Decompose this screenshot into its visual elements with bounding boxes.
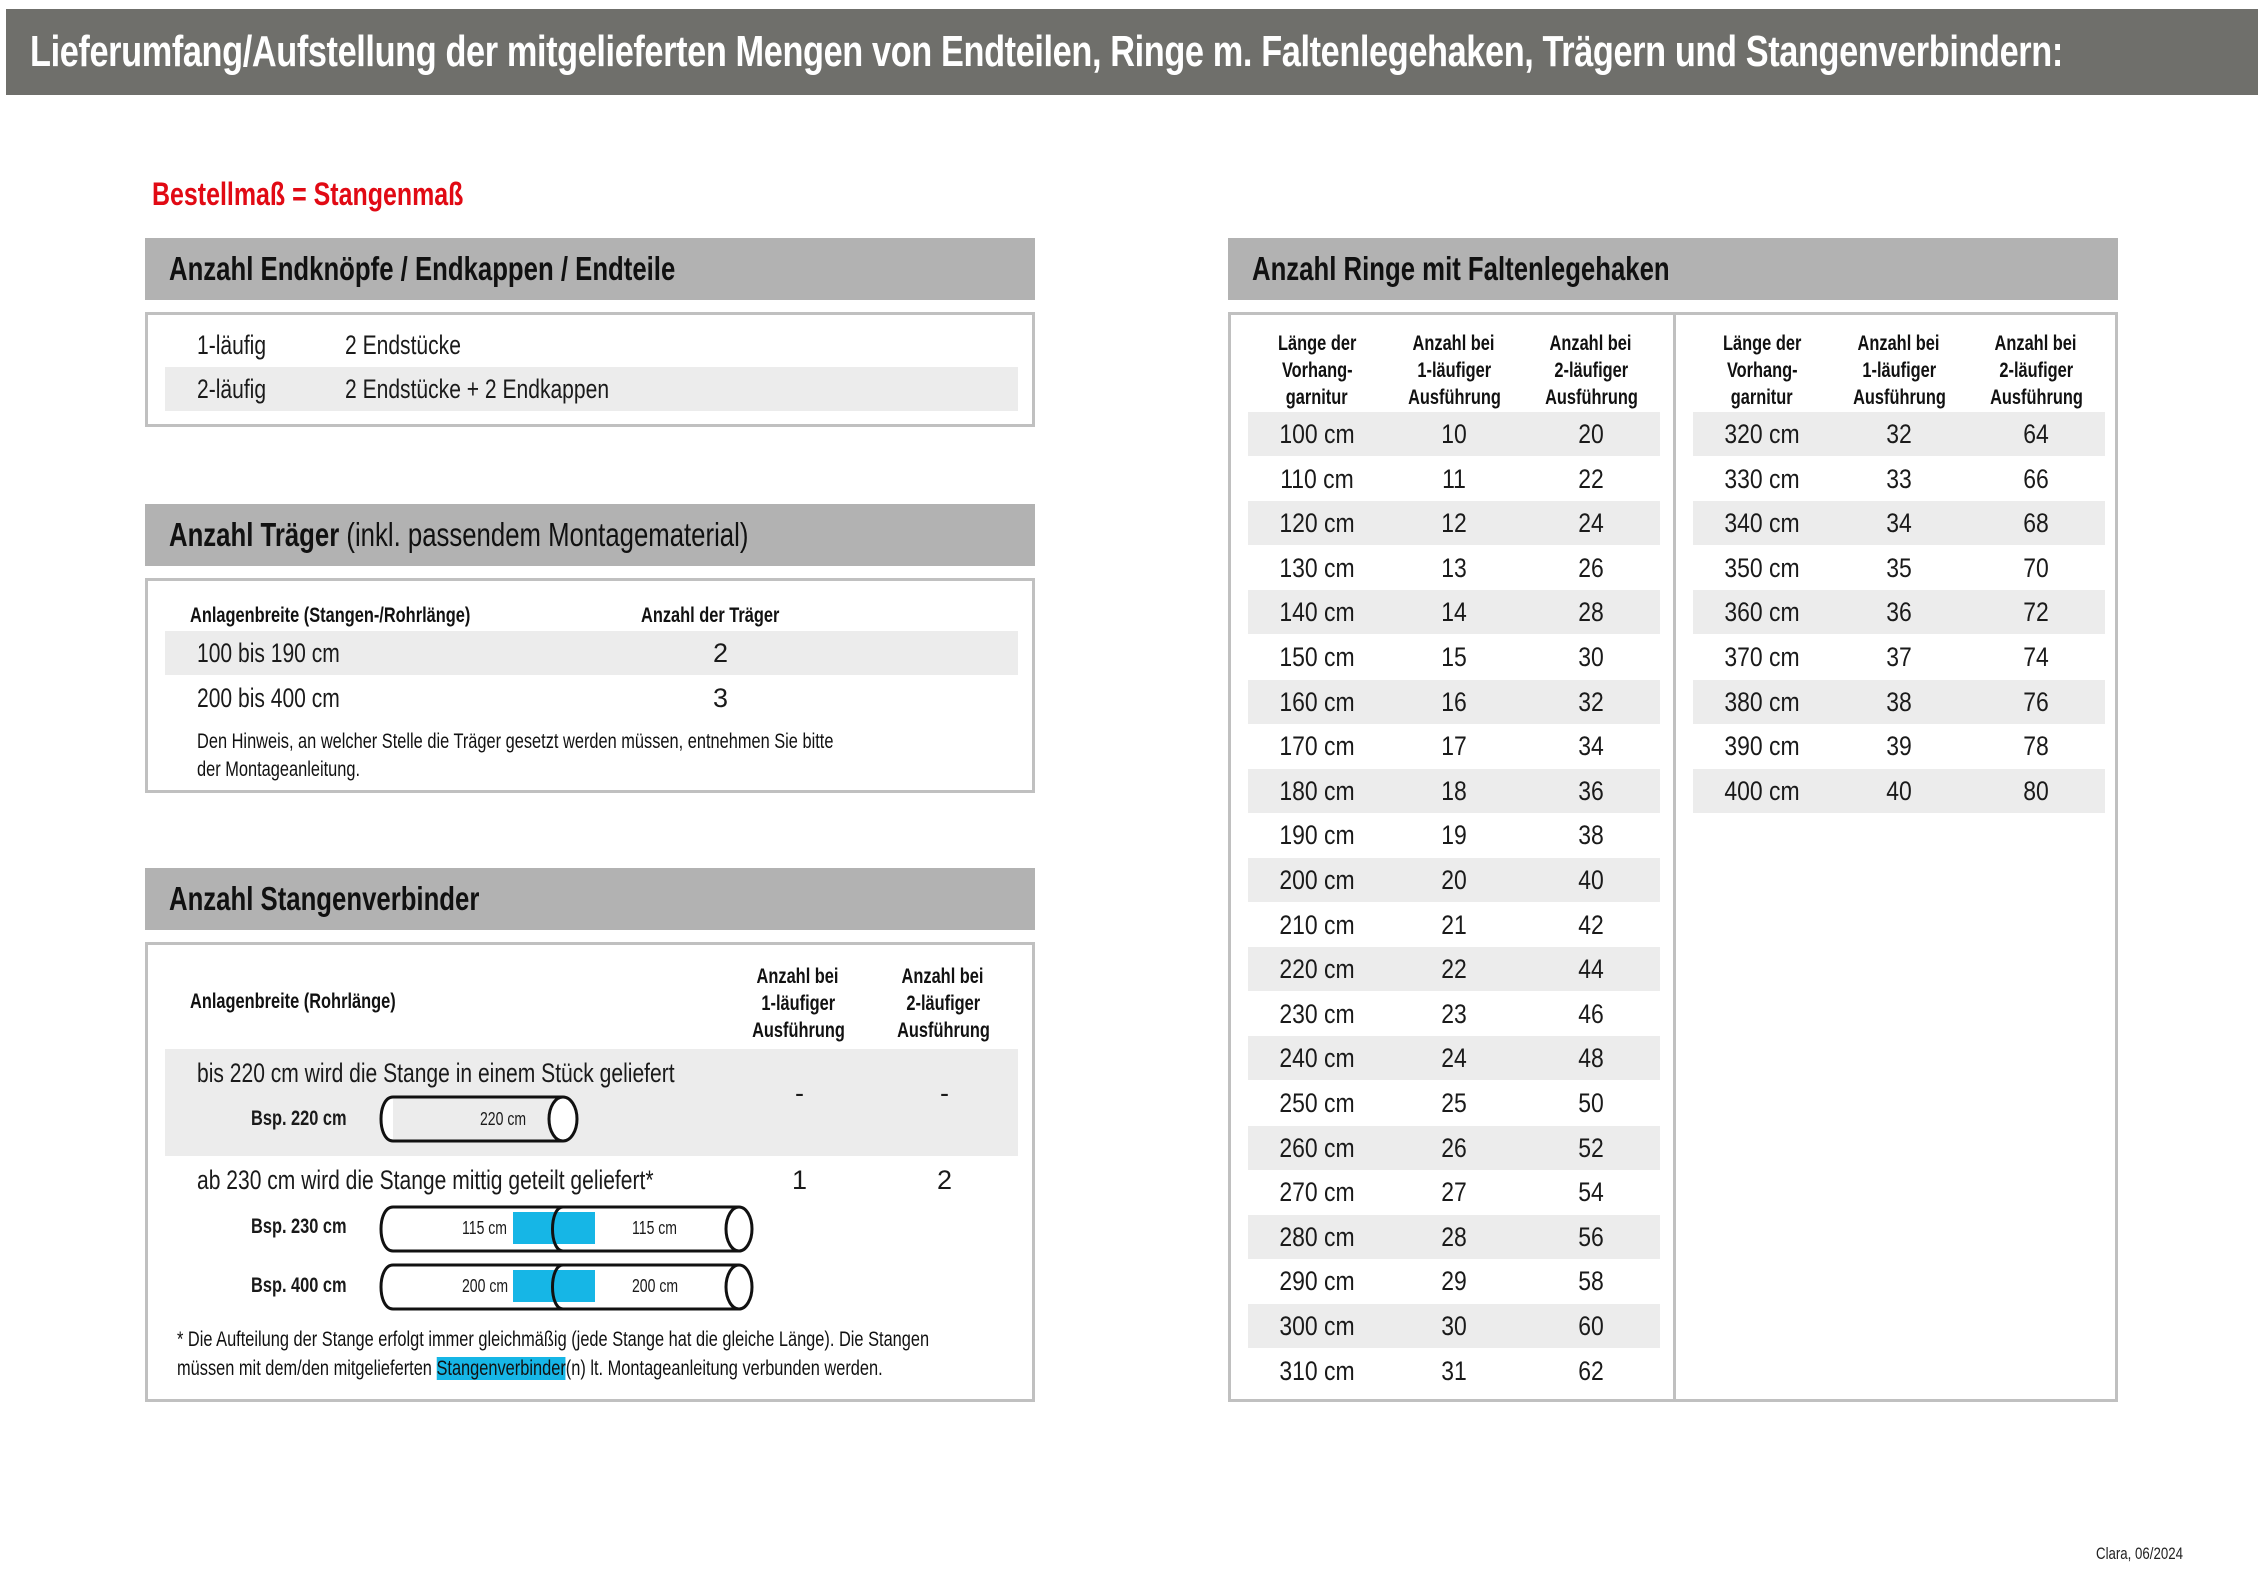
- header-line: garnitur: [1731, 386, 1793, 409]
- verbinder-split-text: ab 230 cm wird die Stange mittig geteilt geliefert*: [197, 1165, 654, 1195]
- ringe-length: 300 cm: [1279, 1311, 1355, 1341]
- ringe-row: [1248, 724, 1660, 768]
- ringe-count-1: 36: [1886, 597, 1912, 628]
- ringe-count-2: 40: [1578, 865, 1604, 895]
- ringe-length: 320 cm: [1724, 419, 1800, 449]
- ringe-count-2: 68: [2023, 508, 2049, 539]
- ringe-count-1: 26: [1441, 1132, 1467, 1163]
- traeger-box: [145, 578, 1035, 793]
- example-label: Bsp. 230 cm: [251, 1215, 347, 1238]
- ringe-length: 130 cm: [1279, 552, 1355, 583]
- ringe-row: [1248, 858, 1660, 902]
- ringe-count-1: 13: [1441, 552, 1467, 583]
- ringe-row: [1248, 1081, 1660, 1125]
- ringe-count-1: 21: [1441, 909, 1467, 940]
- header-line: Anzahl bei: [757, 965, 839, 988]
- ringe-length: 280 cm: [1279, 1221, 1355, 1252]
- header-line: Anzahl bei: [1995, 332, 2077, 355]
- verbinder-single-text: bis 220 cm wird die Stange in einem Stück geliefert: [197, 1058, 675, 1088]
- ringe-count-2: 54: [1578, 1177, 1604, 1208]
- header-line: Ausführung: [1407, 386, 1501, 409]
- page-title: Lieferumfang/Aufstellung der mitgelieferten Mengen von Endteilen, Ringe m. Faltenlegehaken, Trägern und Stangenverbindern:: [30, 27, 2063, 76]
- ringe-row: [1248, 1215, 1660, 1259]
- ringe-count-1: 30: [1441, 1311, 1467, 1341]
- ringe-length: 250 cm: [1279, 1088, 1355, 1118]
- ringe-count-2: 60: [1578, 1311, 1604, 1341]
- ringe-length: 270 cm: [1279, 1177, 1355, 1208]
- traeger-heading: [169, 516, 748, 554]
- header-line: Länge der: [1277, 332, 1357, 355]
- ringe-col-1-header: [1831, 330, 1967, 411]
- traeger-note-line: der Montageanleitung.: [197, 758, 361, 781]
- rod-left-label: 200 cm: [462, 1276, 509, 1296]
- ringe-count-1: 39: [1886, 731, 1912, 762]
- ringe-length: 210 cm: [1279, 909, 1355, 940]
- ringe-heading: Anzahl Ringe mit Faltenlegehaken: [1252, 250, 1670, 287]
- ringe-row: [1248, 813, 1660, 857]
- ringe-count-2: 48: [1578, 1043, 1604, 1074]
- ringe-length: 330 cm: [1724, 463, 1800, 494]
- traeger-col-width-header: Anlagenbreite (Stangen-/Rohrlänge): [190, 604, 471, 627]
- ringe-length: 390 cm: [1724, 731, 1800, 762]
- ringe-count-2: 22: [1578, 463, 1604, 494]
- ringe-count-1: 16: [1441, 686, 1467, 717]
- ringe-row: [1248, 546, 1660, 590]
- endteile-row: [165, 323, 1018, 367]
- ringe-row: [1248, 1304, 1660, 1348]
- rod-split-icon: [373, 1262, 758, 1312]
- footnote-line: [177, 1354, 883, 1383]
- ringe-count-1: 22: [1441, 954, 1467, 985]
- ringe-length: 240 cm: [1279, 1043, 1355, 1074]
- verbinder-split-v2: 2: [937, 1165, 953, 1195]
- ringe-count-2: 24: [1578, 508, 1604, 539]
- ringe-row: [1693, 635, 2105, 679]
- ringe-length: 190 cm: [1279, 820, 1355, 851]
- ringe-length: 350 cm: [1724, 552, 1800, 583]
- footnote-highlight: Stangenverbinder: [436, 1357, 566, 1380]
- header-line: 1-läufiger: [1862, 359, 1936, 382]
- ringe-row: [1248, 635, 1660, 679]
- ringe-count-2: 70: [2023, 552, 2049, 583]
- rod-left-label: 115 cm: [462, 1218, 508, 1238]
- example-label: Bsp. 220 cm: [251, 1107, 347, 1130]
- ringe-count-1: 31: [1441, 1355, 1467, 1386]
- traeger-heading-bold: Anzahl Träger: [169, 516, 340, 553]
- ringe-row: [1693, 724, 2105, 768]
- ringe-length: 400 cm: [1724, 775, 1800, 806]
- ringe-count-1: 32: [1886, 419, 1912, 449]
- endteile-value: 2 Endstücke + 2 Endkappen: [345, 374, 610, 404]
- header-line: Ausführung: [1544, 386, 1638, 409]
- rod-label: 220 cm: [480, 1109, 527, 1129]
- ringe-row: [1693, 501, 2105, 545]
- footnote-line: * Die Aufteilung der Stange erfolgt immer gleichmäßig (jede Stange hat die gleiche Länge). Die Stangen: [177, 1328, 930, 1351]
- endteile-type: 2-läufig: [197, 374, 267, 404]
- example-label: Bsp. 400 cm: [251, 1274, 347, 1297]
- ringe-count-2: 34: [1578, 731, 1604, 762]
- ringe-row: [1693, 590, 2105, 634]
- endteile-value: 2 Endstücke: [345, 330, 461, 360]
- header-line: Vorhang-: [1726, 359, 1798, 382]
- ringe-count-2: 52: [1578, 1132, 1604, 1163]
- ringe-count-1: 12: [1441, 508, 1467, 539]
- ringe-row: [1248, 1036, 1660, 1080]
- traeger-note: [197, 728, 1013, 784]
- ringe-table-right: [1693, 315, 2105, 1399]
- ringe-count-1: 24: [1441, 1043, 1467, 1074]
- traeger-range: 100 bis 190 cm: [197, 638, 340, 668]
- ringe-count-1: 19: [1441, 820, 1467, 851]
- ringe-length: 260 cm: [1279, 1132, 1355, 1163]
- ringe-count-2: 64: [2023, 419, 2049, 449]
- endteile-heading: Anzahl Endknöpfe / Endkappen / Endteile: [169, 250, 676, 287]
- footnote-text: müssen mit dem/den mitgelieferten: [177, 1357, 437, 1380]
- endteile-box: [145, 312, 1035, 427]
- ringe-count-2: 20: [1578, 419, 1604, 449]
- ringe-count-1: 23: [1441, 998, 1467, 1029]
- ringe-row: [1248, 769, 1660, 813]
- rod-right-label: 200 cm: [632, 1276, 679, 1296]
- ringe-length: 340 cm: [1724, 508, 1800, 539]
- ringe-row: [1248, 903, 1660, 947]
- ringe-count-1: 18: [1441, 775, 1467, 806]
- traeger-col-count-header: Anzahl der Träger: [641, 604, 780, 627]
- traeger-section-header: [145, 504, 1035, 566]
- ringe-length: 100 cm: [1279, 419, 1355, 449]
- header-line: 2-läufiger: [1999, 359, 2073, 382]
- ringe-col-2-header: [1967, 330, 2105, 411]
- ringe-row: [1248, 1126, 1660, 1170]
- ringe-length: 120 cm: [1279, 508, 1355, 539]
- ringe-length: 110 cm: [1280, 463, 1354, 494]
- header-line: garnitur: [1286, 386, 1348, 409]
- header-line: Ausführung: [1989, 386, 2083, 409]
- ringe-count-1: 27: [1441, 1177, 1467, 1208]
- ringe-count-2: 32: [1578, 686, 1604, 717]
- endteile-type: 1-läufig: [197, 330, 267, 360]
- ringe-count-1: 17: [1441, 731, 1467, 762]
- ringe-length: 140 cm: [1279, 597, 1355, 628]
- verbinder-box: [145, 942, 1035, 1402]
- ringe-row: [1693, 680, 2105, 724]
- ringe-row: [1248, 1349, 1660, 1393]
- ringe-section-header: [1228, 238, 2118, 300]
- verbinder-single-v1: -: [795, 1078, 804, 1108]
- ringe-row: [1693, 412, 2105, 456]
- ringe-length: 290 cm: [1279, 1266, 1355, 1297]
- endteile-section-header: [145, 238, 1035, 300]
- ringe-col-length-header: [1248, 330, 1386, 411]
- traeger-count: 2: [713, 638, 729, 668]
- ringe-count-2: 44: [1578, 954, 1604, 985]
- ringe-count-2: 42: [1578, 909, 1604, 940]
- ringe-col-1-header: [1386, 330, 1522, 411]
- verbinder-col-width-header: Anlagenbreite (Rohrlänge): [190, 990, 396, 1013]
- ringe-col-2-header: [1522, 330, 1660, 411]
- ringe-count-2: 36: [1578, 775, 1604, 806]
- ringe-length: 220 cm: [1279, 954, 1355, 985]
- header-line: Ausführung: [896, 1019, 990, 1042]
- ringe-count-1: 33: [1886, 463, 1912, 494]
- header-line: Vorhang-: [1281, 359, 1353, 382]
- ringe-count-2: 26: [1578, 552, 1604, 583]
- ringe-length: 310 cm: [1279, 1355, 1355, 1386]
- rod-right-label: 115 cm: [632, 1218, 678, 1238]
- ringe-length: 230 cm: [1279, 998, 1355, 1029]
- traeger-note-line: Den Hinweis, an welcher Stelle die Träger gesetzt werden müssen, entnehmen Sie bitte: [197, 730, 834, 753]
- verbinder-heading: Anzahl Stangenverbinder: [169, 880, 480, 917]
- ringe-count-2: 76: [2023, 686, 2049, 717]
- ringe-row: [1248, 992, 1660, 1036]
- header-line: Anzahl bei: [1550, 332, 1632, 355]
- header-line: Anzahl bei: [902, 965, 984, 988]
- ringe-count-2: 38: [1578, 820, 1604, 851]
- ringe-row: [1248, 457, 1660, 501]
- header-line: 1-läufiger: [1417, 359, 1491, 382]
- ringe-count-2: 50: [1578, 1088, 1604, 1118]
- ringe-length: 170 cm: [1279, 731, 1355, 762]
- header-line: Anzahl bei: [1858, 332, 1940, 355]
- ringe-count-1: 40: [1886, 775, 1912, 806]
- rod-single-icon: [373, 1094, 583, 1144]
- traeger-count: 3: [713, 683, 729, 713]
- ringe-count-2: 66: [2023, 463, 2049, 494]
- header-line: 2-läufiger: [906, 992, 980, 1015]
- ringe-count-1: 35: [1886, 552, 1912, 583]
- header-line: 2-läufiger: [1554, 359, 1628, 382]
- ringe-count-2: 46: [1578, 998, 1604, 1029]
- ringe-count-1: 34: [1886, 508, 1912, 539]
- ringe-count-1: 20: [1441, 865, 1467, 895]
- traeger-row: [165, 676, 1018, 720]
- title-bar: [6, 9, 2258, 95]
- ringe-row: [1693, 769, 2105, 813]
- verbinder-single-v2: -: [940, 1078, 949, 1108]
- ringe-col-length-header: [1693, 330, 1831, 411]
- ringe-count-1: 11: [1442, 463, 1466, 494]
- verbinder-footnote: [177, 1325, 1141, 1383]
- ringe-count-2: 62: [1578, 1355, 1604, 1386]
- traeger-row: [165, 631, 1018, 675]
- ringe-count-2: 30: [1578, 642, 1604, 672]
- order-size-text: Bestellmaß = Stangenmaß: [152, 176, 464, 212]
- traeger-range: 200 bis 400 cm: [197, 683, 340, 713]
- ringe-row: [1248, 501, 1660, 545]
- ringe-count-1: 28: [1441, 1221, 1467, 1252]
- credit-text: Clara, 06/2024: [2096, 1544, 2183, 1563]
- verbinder-section-header: [145, 868, 1035, 930]
- ringe-count-1: 37: [1886, 642, 1912, 672]
- ringe-count-2: 58: [1578, 1266, 1604, 1297]
- ringe-count-2: 72: [2023, 597, 2049, 628]
- ringe-length: 380 cm: [1724, 686, 1800, 717]
- header-line: Ausführung: [751, 1019, 845, 1042]
- endteile-row: [165, 367, 1018, 411]
- ringe-count-1: 14: [1441, 597, 1467, 628]
- verbinder-split-v1: 1: [792, 1165, 808, 1195]
- ringe-table-left: [1248, 315, 1660, 1399]
- ringe-row: [1693, 546, 2105, 590]
- ringe-length: 150 cm: [1279, 642, 1355, 672]
- ringe-count-2: 74: [2023, 642, 2049, 672]
- verbinder-col-1-header: [728, 963, 868, 1044]
- order-size-note: [152, 176, 551, 213]
- ringe-row: [1693, 457, 2105, 501]
- ringe-row: [1248, 947, 1660, 991]
- verbinder-col-2-header: [873, 963, 1013, 1044]
- ringe-length: 200 cm: [1279, 865, 1355, 895]
- ringe-count-1: 38: [1886, 686, 1912, 717]
- verbinder-row-split: [165, 1158, 1018, 1338]
- header-line: Ausführung: [1852, 386, 1946, 409]
- ringe-box: [1228, 312, 2118, 1402]
- ringe-count-2: 78: [2023, 731, 2049, 762]
- ringe-row: [1248, 590, 1660, 634]
- ringe-count-1: 15: [1441, 642, 1467, 672]
- header-line: Länge der: [1722, 332, 1802, 355]
- ringe-divider: [1673, 315, 1676, 1399]
- ringe-count-2: 56: [1578, 1221, 1604, 1252]
- header-line: 1-läufiger: [761, 992, 835, 1015]
- ringe-length: 160 cm: [1279, 686, 1355, 717]
- ringe-count-1: 10: [1441, 419, 1467, 449]
- ringe-length: 370 cm: [1724, 642, 1800, 672]
- footer-credit: [2096, 1544, 2208, 1564]
- ringe-count-2: 28: [1578, 597, 1604, 628]
- ringe-count-2: 80: [2023, 775, 2049, 806]
- ringe-length: 360 cm: [1724, 597, 1800, 628]
- ringe-row: [1248, 680, 1660, 724]
- traeger-heading-light: (inkl. passendem Montagematerial): [346, 516, 749, 553]
- ringe-count-1: 29: [1441, 1266, 1467, 1297]
- footnote-text: (n) lt. Montageanleitung verbunden werden.: [565, 1357, 883, 1380]
- ringe-count-1: 25: [1441, 1088, 1467, 1118]
- verbinder-row-single: [165, 1049, 1018, 1156]
- header-line: Anzahl bei: [1413, 332, 1495, 355]
- ringe-length: 180 cm: [1279, 775, 1355, 806]
- rod-split-icon: [373, 1204, 758, 1254]
- ringe-row: [1248, 1259, 1660, 1303]
- ringe-row: [1248, 1170, 1660, 1214]
- ringe-row: [1248, 412, 1660, 456]
